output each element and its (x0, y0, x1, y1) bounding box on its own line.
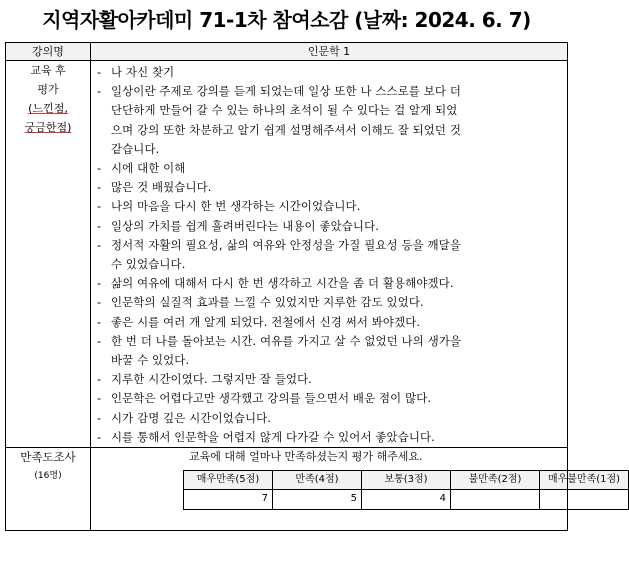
sat-col-very-dissatisfied: 매우불만족(1점) (540, 471, 629, 490)
evaluation-line (97, 255, 561, 274)
evaluation-line-text: 시에 대한 이해 (111, 161, 186, 176)
sat-col-neutral: 보통(3점) (362, 471, 451, 490)
sat-col-very-satisfied: 매우만족(5점) (184, 471, 273, 490)
evaluation-line (97, 121, 561, 140)
evaluation-line (97, 274, 561, 293)
satisfaction-title: 만족도조사 (20, 450, 76, 465)
satisfaction-label (6, 448, 91, 531)
evaluation-line-text: 나의 마음을 다시 한 번 생각하는 시간이었습니다. (111, 199, 361, 214)
evaluation-line (97, 428, 561, 447)
evaluation-line (97, 140, 561, 159)
sat-val-satisfied: 5 (273, 490, 362, 510)
evaluation-line (97, 63, 561, 82)
evaluation-line (97, 389, 561, 408)
satisfaction-question: 교육에 대해 얼마나 만족하셨는지 평가 해주세요. (189, 450, 423, 464)
evaluation-line-text: 나 자신 찾기 (111, 65, 175, 79)
evaluation-line-text: 일상의 가치를 쉽게 흘려버린다는 내용이 좋았습니다. (111, 218, 379, 233)
evaluation-line-text: 인문학의 실질적 효과를 느낄 수 있었지만 지루한 감도 있었다. (111, 295, 424, 310)
evaluation-line-text: 시를 통해서 인문학을 어렵지 않게 다가갈 수 있어서 좋았습니다. (111, 429, 435, 444)
sat-val-very-dissatisfied (540, 490, 629, 510)
evaluation-line-text: 많은 것 배웠습니다. (111, 180, 212, 195)
evaluation-line-text: 으며 강의 또한 차분하고 알기 쉽게 설명해주셔서 이해도 잘 되었던 것 (111, 122, 462, 137)
survey-table (5, 42, 621, 531)
bullet-dash: - (97, 161, 102, 176)
bullet-dash: - (97, 276, 102, 291)
header-row (6, 43, 568, 61)
evaluation-line (97, 370, 561, 389)
header-course-label: 강의명 (6, 43, 91, 61)
bullet-dash: - (97, 237, 102, 252)
evaluation-line (97, 313, 561, 332)
evaluation-label-line1: 교육 후 (30, 64, 66, 77)
bullet-dash: - (97, 391, 102, 406)
bullet-dash: - (97, 372, 102, 387)
satisfaction-content (91, 448, 621, 531)
evaluation-label-line4: 궁금한점) (24, 121, 72, 134)
evaluation-line (97, 332, 561, 351)
bullet-dash: - (97, 65, 102, 79)
evaluation-label (6, 61, 91, 448)
bullet-dash: - (97, 180, 102, 195)
bullet-dash: - (97, 429, 102, 444)
evaluation-line-text: 단단하게 만들어 갈 수 있는 하나의 초석이 될 수 있다는 걸 알게 되었 (111, 103, 458, 118)
evaluation-line-text: 인문학은 어렵다고만 생각했고 강의를 들으면서 배운 점이 많다. (111, 391, 432, 406)
evaluation-line (97, 82, 561, 101)
evaluation-line (97, 101, 561, 120)
evaluation-line (97, 236, 561, 255)
evaluation-lines (91, 61, 567, 447)
evaluation-line (97, 293, 561, 312)
satisfaction-row (6, 448, 568, 531)
evaluation-line (97, 178, 561, 197)
evaluation-line-text: 시가 감명 깊은 시간이었습니다. (111, 410, 272, 425)
bullet-dash: - (97, 199, 102, 214)
evaluation-line-text: 수 있었습니다. (111, 257, 186, 272)
sat-val-very-satisfied: 7 (184, 490, 273, 510)
evaluation-line-text: 좋은 시를 여러 개 알게 되었다. 전철에서 신경 써서 봐야겠다. (111, 314, 421, 329)
evaluation-line (97, 217, 561, 236)
evaluation-line-text: 정서적 자활의 필요성, 삶의 여유와 안정성을 가질 필요성 등을 깨달을 (111, 237, 462, 252)
evaluation-line-text: 일상이란 주제로 강의를 듣게 되었는데 일상 또한 나 스스로를 보다 더 (111, 84, 462, 99)
satisfaction-count: (16명) (34, 471, 62, 482)
evaluation-line (97, 409, 561, 428)
header-course-name: 인문학 1 (91, 43, 568, 61)
bullet-dash: - (97, 84, 102, 99)
evaluation-line-text: 바꿀 수 있었다. (111, 353, 190, 368)
satisfaction-value-row (184, 490, 629, 510)
evaluation-line (97, 351, 561, 370)
sat-col-dissatisfied: 불만족(2점) (451, 471, 540, 490)
bullet-dash: - (97, 295, 102, 310)
sat-val-neutral: 4 (362, 490, 451, 510)
evaluation-line-text: 한 번 더 나를 돌아보는 시간. 여유를 가지고 살 수 없었던 나의 생가을 (111, 333, 462, 348)
satisfaction-header-row (184, 471, 629, 490)
bullet-dash: - (97, 218, 102, 233)
satisfaction-table (183, 470, 629, 510)
sat-val-dissatisfied (451, 490, 540, 510)
document-title: 지역자활아카데미 71-1차 참여소감 (날짜: 2024. 6. 7) (42, 8, 531, 32)
evaluation-line-text: 지루한 시간이였다. 그렇지만 잘 들었다. (111, 372, 313, 387)
bullet-dash: - (97, 410, 102, 425)
evaluation-line (97, 197, 561, 216)
evaluation-row (6, 61, 568, 448)
evaluation-content (91, 61, 568, 448)
evaluation-line-text: 같습니다. (111, 141, 160, 156)
sat-col-satisfied: 만족(4점) (273, 471, 362, 490)
evaluation-label-line3: (느낀점, (28, 102, 68, 115)
bullet-dash: - (97, 314, 102, 329)
bullet-dash: - (97, 333, 102, 348)
evaluation-line-text: 삶의 여유에 대해서 다시 한 번 생각하고 시간을 좀 더 활용해야겠다. (111, 276, 454, 291)
evaluation-line (97, 159, 561, 178)
evaluation-label-line2: 평가 (37, 83, 59, 96)
